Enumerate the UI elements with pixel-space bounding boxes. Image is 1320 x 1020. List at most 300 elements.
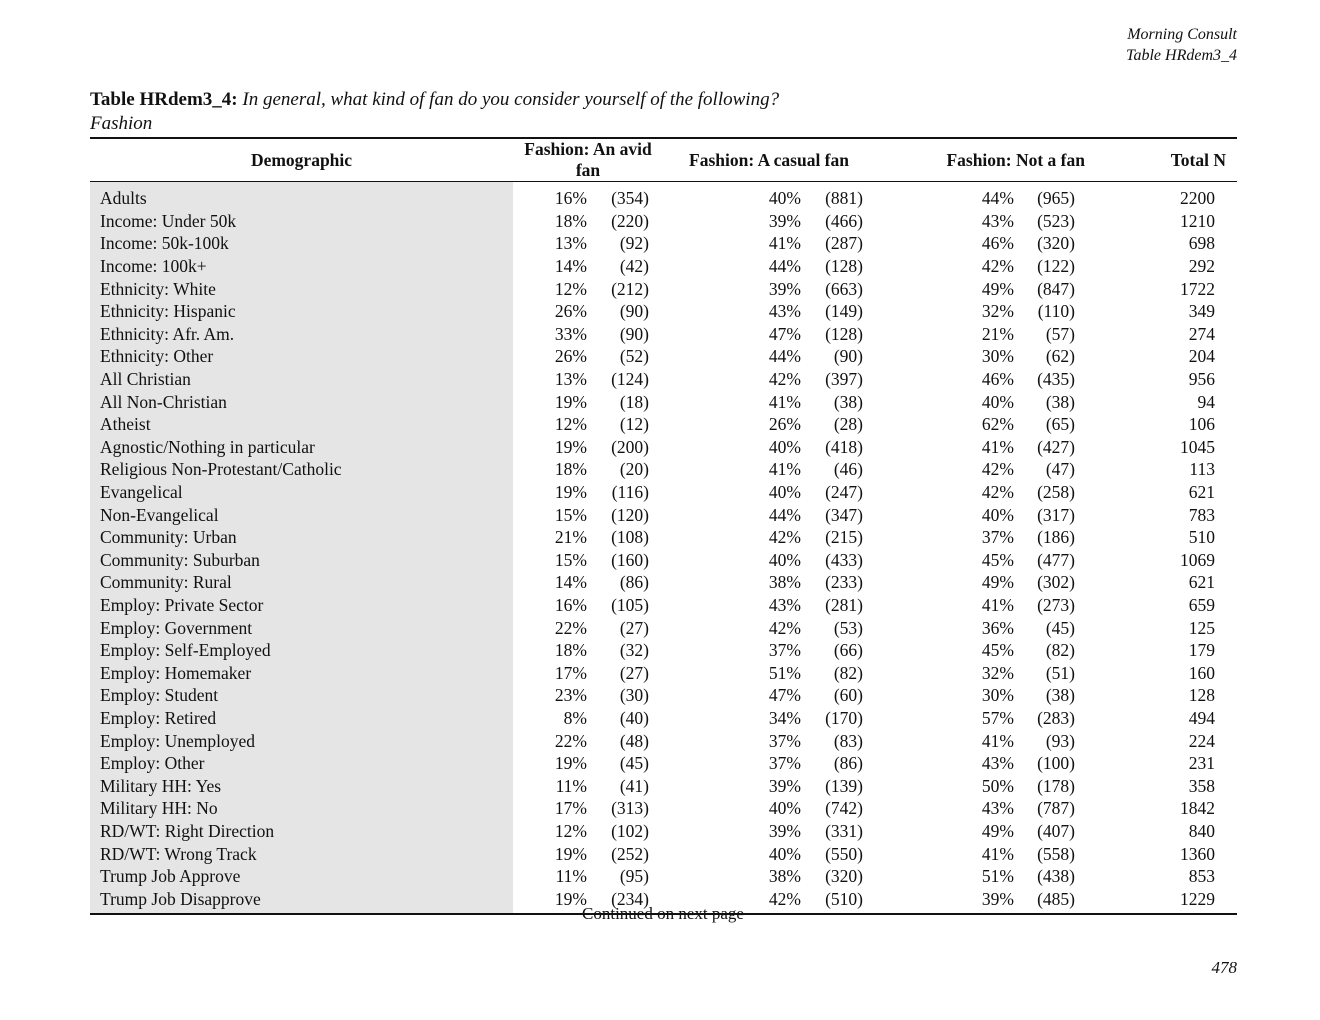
table-row xyxy=(90,774,1237,797)
casual-pct: 38% xyxy=(768,866,801,887)
page-header xyxy=(1126,24,1237,66)
table-row xyxy=(90,797,1237,820)
casual-pct: 44% xyxy=(768,346,801,367)
casual-pct: 26% xyxy=(768,414,801,435)
casual-count: (397) xyxy=(825,369,863,390)
notfan-count: (273) xyxy=(1037,594,1075,615)
table-row xyxy=(90,345,1237,368)
total-n: 956 xyxy=(1188,369,1215,390)
total-n: 659 xyxy=(1188,594,1215,615)
table-row xyxy=(90,549,1237,572)
total-n: 128 xyxy=(1188,685,1215,706)
casual-pct: 42% xyxy=(768,617,801,638)
notfan-pct: 43% xyxy=(981,210,1014,231)
notfan-pct: 50% xyxy=(981,775,1014,796)
table-row xyxy=(90,752,1237,775)
total-n: 494 xyxy=(1188,707,1215,728)
table-row xyxy=(90,865,1237,888)
table-row xyxy=(90,616,1237,639)
avid-count: (116) xyxy=(611,482,649,503)
casual-count: (83) xyxy=(833,730,863,751)
casual-pct: 38% xyxy=(768,572,801,593)
total-n: 840 xyxy=(1188,820,1215,841)
avid-count: (92) xyxy=(619,233,649,254)
casual-count: (170) xyxy=(825,707,863,728)
casual-count: (433) xyxy=(825,549,863,570)
total-n: 94 xyxy=(1197,391,1215,412)
total-n: 1210 xyxy=(1180,210,1215,231)
total-n: 358 xyxy=(1188,775,1215,796)
casual-pct: 40% xyxy=(768,549,801,570)
avid-pct: 19% xyxy=(554,843,587,864)
total-n: 1722 xyxy=(1180,278,1215,299)
avid-count: (354) xyxy=(611,188,649,209)
table-row xyxy=(90,300,1237,323)
table-row xyxy=(90,368,1237,391)
notfan-count: (435) xyxy=(1037,369,1075,390)
avid-count: (90) xyxy=(619,323,649,344)
table-row xyxy=(90,232,1237,255)
casual-pct: 43% xyxy=(768,594,801,615)
notfan-count: (438) xyxy=(1037,866,1075,887)
avid-pct: 18% xyxy=(554,210,587,231)
notfan-count: (47) xyxy=(1045,459,1075,480)
notfan-pct: 62% xyxy=(981,414,1014,435)
notfan-pct: 57% xyxy=(981,707,1014,728)
col-header-notfan: Fashion: Not a fan xyxy=(877,138,1090,182)
total-n: 1229 xyxy=(1090,887,1237,914)
casual-pct: 51% xyxy=(768,662,801,683)
casual-pct: 42% xyxy=(663,887,807,914)
notfan-pct: 42% xyxy=(981,482,1014,503)
casual-pct: 41% xyxy=(768,459,801,480)
casual-count: (128) xyxy=(825,323,863,344)
table-row xyxy=(90,820,1237,843)
row-label: Military HH: No xyxy=(90,797,513,820)
casual-count: (510) xyxy=(807,887,877,914)
table-row xyxy=(90,594,1237,617)
notfan-pct: 32% xyxy=(981,662,1014,683)
avid-pct: 15% xyxy=(554,549,587,570)
casual-count: (90) xyxy=(833,346,863,367)
row-label: Income: 100k+ xyxy=(90,255,513,278)
table-row xyxy=(90,458,1237,481)
row-label: Ethnicity: White xyxy=(90,277,513,300)
table-row xyxy=(90,729,1237,752)
row-label: Employ: Retired xyxy=(90,707,513,730)
total-n: 621 xyxy=(1188,572,1215,593)
notfan-count: (523) xyxy=(1037,210,1075,231)
avid-count: (12) xyxy=(619,414,649,435)
avid-pct: 26% xyxy=(554,346,587,367)
avid-pct: 19% xyxy=(554,753,587,774)
avid-count: (200) xyxy=(611,436,649,457)
caption-subtitle: Fashion xyxy=(90,113,153,134)
casual-pct: 40% xyxy=(768,843,801,864)
notfan-pct: 39% xyxy=(877,887,1020,914)
avid-pct: 22% xyxy=(554,617,587,638)
table-caption xyxy=(90,88,779,136)
notfan-pct: 30% xyxy=(981,685,1014,706)
casual-count: (82) xyxy=(833,662,863,683)
casual-pct: 37% xyxy=(768,753,801,774)
table-row xyxy=(90,526,1237,549)
row-label: Employ: Private Sector xyxy=(90,594,513,617)
casual-count: (60) xyxy=(833,685,863,706)
casual-count: (287) xyxy=(825,233,863,254)
row-label: Adults xyxy=(90,187,513,210)
casual-count: (46) xyxy=(833,459,863,480)
casual-pct: 40% xyxy=(768,482,801,503)
row-label: RD/WT: Wrong Track xyxy=(90,842,513,865)
casual-pct: 39% xyxy=(768,820,801,841)
casual-count: (233) xyxy=(825,572,863,593)
casual-count: (347) xyxy=(825,504,863,525)
row-label: Employ: Self-Employed xyxy=(90,639,513,662)
row-label: Evangelical xyxy=(90,481,513,504)
total-n: 510 xyxy=(1188,527,1215,548)
caption-question: In general, what kind of fan do you consider yourself of the following? xyxy=(242,89,780,110)
row-label: All Non-Christian xyxy=(90,390,513,413)
avid-pct: 18% xyxy=(554,640,587,661)
avid-count: (48) xyxy=(619,730,649,751)
avid-pct: 12% xyxy=(554,278,587,299)
notfan-pct: 44% xyxy=(981,188,1014,209)
casual-count: (53) xyxy=(833,617,863,638)
casual-count: (550) xyxy=(825,843,863,864)
notfan-count: (51) xyxy=(1045,662,1075,683)
casual-pct: 41% xyxy=(768,391,801,412)
row-label: Community: Rural xyxy=(90,571,513,594)
notfan-pct: 43% xyxy=(981,753,1014,774)
total-n: 204 xyxy=(1188,346,1215,367)
avid-count: (45) xyxy=(619,753,649,774)
casual-pct: 44% xyxy=(768,256,801,277)
avid-count: (90) xyxy=(619,301,649,322)
notfan-pct: 21% xyxy=(981,323,1014,344)
notfan-pct: 42% xyxy=(981,256,1014,277)
casual-pct: 43% xyxy=(768,301,801,322)
notfan-count: (62) xyxy=(1045,346,1075,367)
notfan-count: (57) xyxy=(1045,323,1075,344)
avid-count: (102) xyxy=(611,820,649,841)
notfan-count: (38) xyxy=(1045,685,1075,706)
avid-count: (52) xyxy=(619,346,649,367)
notfan-count: (100) xyxy=(1037,753,1075,774)
col-header-total: Total N xyxy=(1090,138,1237,182)
avid-count: (40) xyxy=(619,707,649,728)
casual-count: (881) xyxy=(825,188,863,209)
notfan-pct: 32% xyxy=(981,301,1014,322)
casual-pct: 47% xyxy=(768,685,801,706)
notfan-count: (283) xyxy=(1037,707,1075,728)
casual-count: (331) xyxy=(825,820,863,841)
notfan-count: (965) xyxy=(1037,188,1075,209)
row-label: Employ: Unemployed xyxy=(90,729,513,752)
notfan-pct: 49% xyxy=(981,572,1014,593)
avid-pct: 15% xyxy=(554,504,587,525)
avid-count: (124) xyxy=(611,369,649,390)
row-label: All Christian xyxy=(90,368,513,391)
casual-pct: 42% xyxy=(768,527,801,548)
total-n: 1069 xyxy=(1180,549,1215,570)
page-number: 478 xyxy=(1211,958,1237,977)
table-row xyxy=(90,436,1237,459)
total-n: 160 xyxy=(1188,662,1215,683)
notfan-count: (38) xyxy=(1045,391,1075,412)
total-n: 274 xyxy=(1188,323,1215,344)
notfan-count: (427) xyxy=(1037,436,1075,457)
avid-count: (252) xyxy=(611,843,649,864)
avid-count: (86) xyxy=(619,572,649,593)
casual-pct: 37% xyxy=(768,640,801,661)
avid-pct: 14% xyxy=(554,572,587,593)
results-table xyxy=(90,137,1237,915)
casual-pct: 41% xyxy=(768,233,801,254)
row-label: Trump Job Approve xyxy=(90,865,513,888)
table-row xyxy=(90,639,1237,662)
notfan-count: (787) xyxy=(1037,798,1075,819)
avid-count: (95) xyxy=(619,866,649,887)
row-label: Community: Urban xyxy=(90,526,513,549)
casual-count: (28) xyxy=(833,414,863,435)
table-header-row xyxy=(90,138,1237,182)
notfan-count: (407) xyxy=(1037,820,1075,841)
notfan-count: (477) xyxy=(1037,549,1075,570)
avid-pct: 12% xyxy=(554,414,587,435)
row-label: Ethnicity: Afr. Am. xyxy=(90,323,513,346)
notfan-pct: 49% xyxy=(981,820,1014,841)
avid-pct: 16% xyxy=(554,188,587,209)
avid-pct: 19% xyxy=(554,391,587,412)
notfan-count: (485) xyxy=(1020,887,1090,914)
header-org: Morning Consult xyxy=(1127,26,1237,43)
notfan-pct: 36% xyxy=(981,617,1014,638)
notfan-pct: 30% xyxy=(981,346,1014,367)
total-n: 621 xyxy=(1188,482,1215,503)
avid-count: (108) xyxy=(611,527,649,548)
row-label: Non-Evangelical xyxy=(90,503,513,526)
notfan-pct: 45% xyxy=(981,549,1014,570)
casual-pct: 40% xyxy=(768,436,801,457)
avid-pct: 8% xyxy=(563,707,587,728)
casual-count: (215) xyxy=(825,527,863,548)
table-row xyxy=(90,390,1237,413)
notfan-pct: 45% xyxy=(981,640,1014,661)
caption-label: Table HRdem3_4: xyxy=(90,89,238,110)
table-row xyxy=(90,503,1237,526)
table-row xyxy=(90,707,1237,730)
row-label: Income: 50k-100k xyxy=(90,232,513,255)
casual-count: (418) xyxy=(825,436,863,457)
avid-pct: 19% xyxy=(513,887,593,914)
notfan-pct: 40% xyxy=(981,391,1014,412)
notfan-pct: 46% xyxy=(981,369,1014,390)
row-label: Atheist xyxy=(90,413,513,436)
continued-note: Continued on next page xyxy=(582,904,744,923)
col-header-casual: Fashion: A casual fan xyxy=(663,138,877,182)
row-label: Employ: Homemaker xyxy=(90,661,513,684)
avid-pct: 13% xyxy=(554,369,587,390)
casual-pct: 40% xyxy=(768,188,801,209)
avid-pct: 14% xyxy=(554,256,587,277)
total-n: 106 xyxy=(1188,414,1215,435)
notfan-pct: 46% xyxy=(981,233,1014,254)
row-label: RD/WT: Right Direction xyxy=(90,820,513,843)
row-label: Military HH: Yes xyxy=(90,774,513,797)
notfan-pct: 49% xyxy=(981,278,1014,299)
avid-pct: 21% xyxy=(554,527,587,548)
total-n: 179 xyxy=(1188,640,1215,661)
casual-pct: 47% xyxy=(768,323,801,344)
table-row xyxy=(90,255,1237,278)
row-label: Religious Non-Protestant/Catholic xyxy=(90,458,513,481)
avid-count: (220) xyxy=(611,210,649,231)
notfan-count: (302) xyxy=(1037,572,1075,593)
total-n: 1360 xyxy=(1180,843,1215,864)
avid-count: (20) xyxy=(619,459,649,480)
row-label: Employ: Other xyxy=(90,752,513,775)
casual-count: (247) xyxy=(825,482,863,503)
avid-count: (41) xyxy=(619,775,649,796)
notfan-count: (122) xyxy=(1037,256,1075,277)
casual-count: (139) xyxy=(825,775,863,796)
casual-count: (281) xyxy=(825,594,863,615)
avid-count: (212) xyxy=(611,278,649,299)
notfan-pct: 41% xyxy=(981,730,1014,751)
table-row xyxy=(90,323,1237,346)
notfan-count: (258) xyxy=(1037,482,1075,503)
notfan-count: (45) xyxy=(1045,617,1075,638)
header-table-id: Table HRdem3_4 xyxy=(1126,47,1237,64)
casual-pct: 40% xyxy=(768,798,801,819)
casual-count: (86) xyxy=(833,753,863,774)
avid-count: (30) xyxy=(619,685,649,706)
casual-count: (663) xyxy=(825,278,863,299)
table-row xyxy=(90,187,1237,210)
table-row xyxy=(90,842,1237,865)
row-label: Ethnicity: Hispanic xyxy=(90,300,513,323)
table-row xyxy=(90,684,1237,707)
avid-count: (27) xyxy=(619,617,649,638)
notfan-count: (65) xyxy=(1045,414,1075,435)
col-header-avid: Fashion: An avid fan xyxy=(513,138,663,182)
casual-count: (742) xyxy=(825,798,863,819)
notfan-pct: 41% xyxy=(981,594,1014,615)
table-row xyxy=(90,571,1237,594)
notfan-count: (317) xyxy=(1037,504,1075,525)
avid-count: (160) xyxy=(611,549,649,570)
row-label: Employ: Student xyxy=(90,684,513,707)
total-n: 698 xyxy=(1188,233,1215,254)
casual-count: (38) xyxy=(833,391,863,412)
total-n: 349 xyxy=(1188,301,1215,322)
table-row xyxy=(90,481,1237,504)
casual-pct: 44% xyxy=(768,504,801,525)
avid-pct: 22% xyxy=(554,730,587,751)
avid-pct: 19% xyxy=(554,436,587,457)
total-n: 125 xyxy=(1188,617,1215,638)
casual-pct: 42% xyxy=(768,369,801,390)
casual-pct: 39% xyxy=(768,210,801,231)
notfan-count: (178) xyxy=(1037,775,1075,796)
row-label: Community: Suburban xyxy=(90,549,513,572)
avid-pct: 33% xyxy=(554,323,587,344)
notfan-count: (82) xyxy=(1045,640,1075,661)
notfan-count: (186) xyxy=(1037,527,1075,548)
casual-pct: 34% xyxy=(768,707,801,728)
avid-count: (18) xyxy=(619,391,649,412)
total-n: 113 xyxy=(1189,459,1215,480)
total-n: 1045 xyxy=(1180,436,1215,457)
total-n: 1842 xyxy=(1180,798,1215,819)
total-n: 224 xyxy=(1188,730,1215,751)
avid-pct: 26% xyxy=(554,301,587,322)
notfan-pct: 41% xyxy=(981,436,1014,457)
total-n: 231 xyxy=(1188,753,1215,774)
notfan-count: (110) xyxy=(1037,301,1075,322)
casual-pct: 37% xyxy=(768,730,801,751)
avid-count: (234) xyxy=(593,887,663,914)
avid-count: (120) xyxy=(611,504,649,525)
casual-count: (66) xyxy=(833,640,863,661)
col-header-demographic: Demographic xyxy=(90,138,513,182)
notfan-count: (847) xyxy=(1037,278,1075,299)
table-row xyxy=(90,413,1237,436)
casual-count: (320) xyxy=(825,866,863,887)
row-label: Agnostic/Nothing in particular xyxy=(90,436,513,459)
table-row xyxy=(90,210,1237,233)
avid-pct: 23% xyxy=(554,685,587,706)
notfan-pct: 42% xyxy=(981,459,1014,480)
notfan-pct: 51% xyxy=(981,866,1014,887)
casual-count: (128) xyxy=(825,256,863,277)
avid-count: (42) xyxy=(619,256,649,277)
avid-count: (105) xyxy=(611,594,649,615)
avid-count: (32) xyxy=(619,640,649,661)
avid-pct: 18% xyxy=(554,459,587,480)
row-label: Employ: Government xyxy=(90,616,513,639)
avid-pct: 11% xyxy=(555,775,587,796)
row-label: Ethnicity: Other xyxy=(90,345,513,368)
avid-pct: 17% xyxy=(554,798,587,819)
casual-pct: 39% xyxy=(768,278,801,299)
table-row xyxy=(90,661,1237,684)
notfan-pct: 43% xyxy=(981,798,1014,819)
total-n: 783 xyxy=(1188,504,1215,525)
table-row xyxy=(90,277,1237,300)
avid-pct: 17% xyxy=(554,662,587,683)
notfan-pct: 40% xyxy=(981,504,1014,525)
avid-pct: 12% xyxy=(554,820,587,841)
avid-pct: 13% xyxy=(554,233,587,254)
table-body xyxy=(90,182,1237,915)
casual-count: (149) xyxy=(825,301,863,322)
total-n: 2200 xyxy=(1180,188,1215,209)
avid-pct: 11% xyxy=(555,866,587,887)
notfan-count: (93) xyxy=(1045,730,1075,751)
row-label: Income: Under 50k xyxy=(90,210,513,233)
notfan-pct: 41% xyxy=(981,843,1014,864)
casual-pct: 39% xyxy=(768,775,801,796)
total-n: 853 xyxy=(1188,866,1215,887)
notfan-count: (558) xyxy=(1037,843,1075,864)
row-label: Trump Job Disapprove xyxy=(90,887,513,914)
total-n: 292 xyxy=(1188,256,1215,277)
avid-count: (313) xyxy=(611,798,649,819)
avid-pct: 16% xyxy=(554,594,587,615)
avid-pct: 19% xyxy=(554,482,587,503)
